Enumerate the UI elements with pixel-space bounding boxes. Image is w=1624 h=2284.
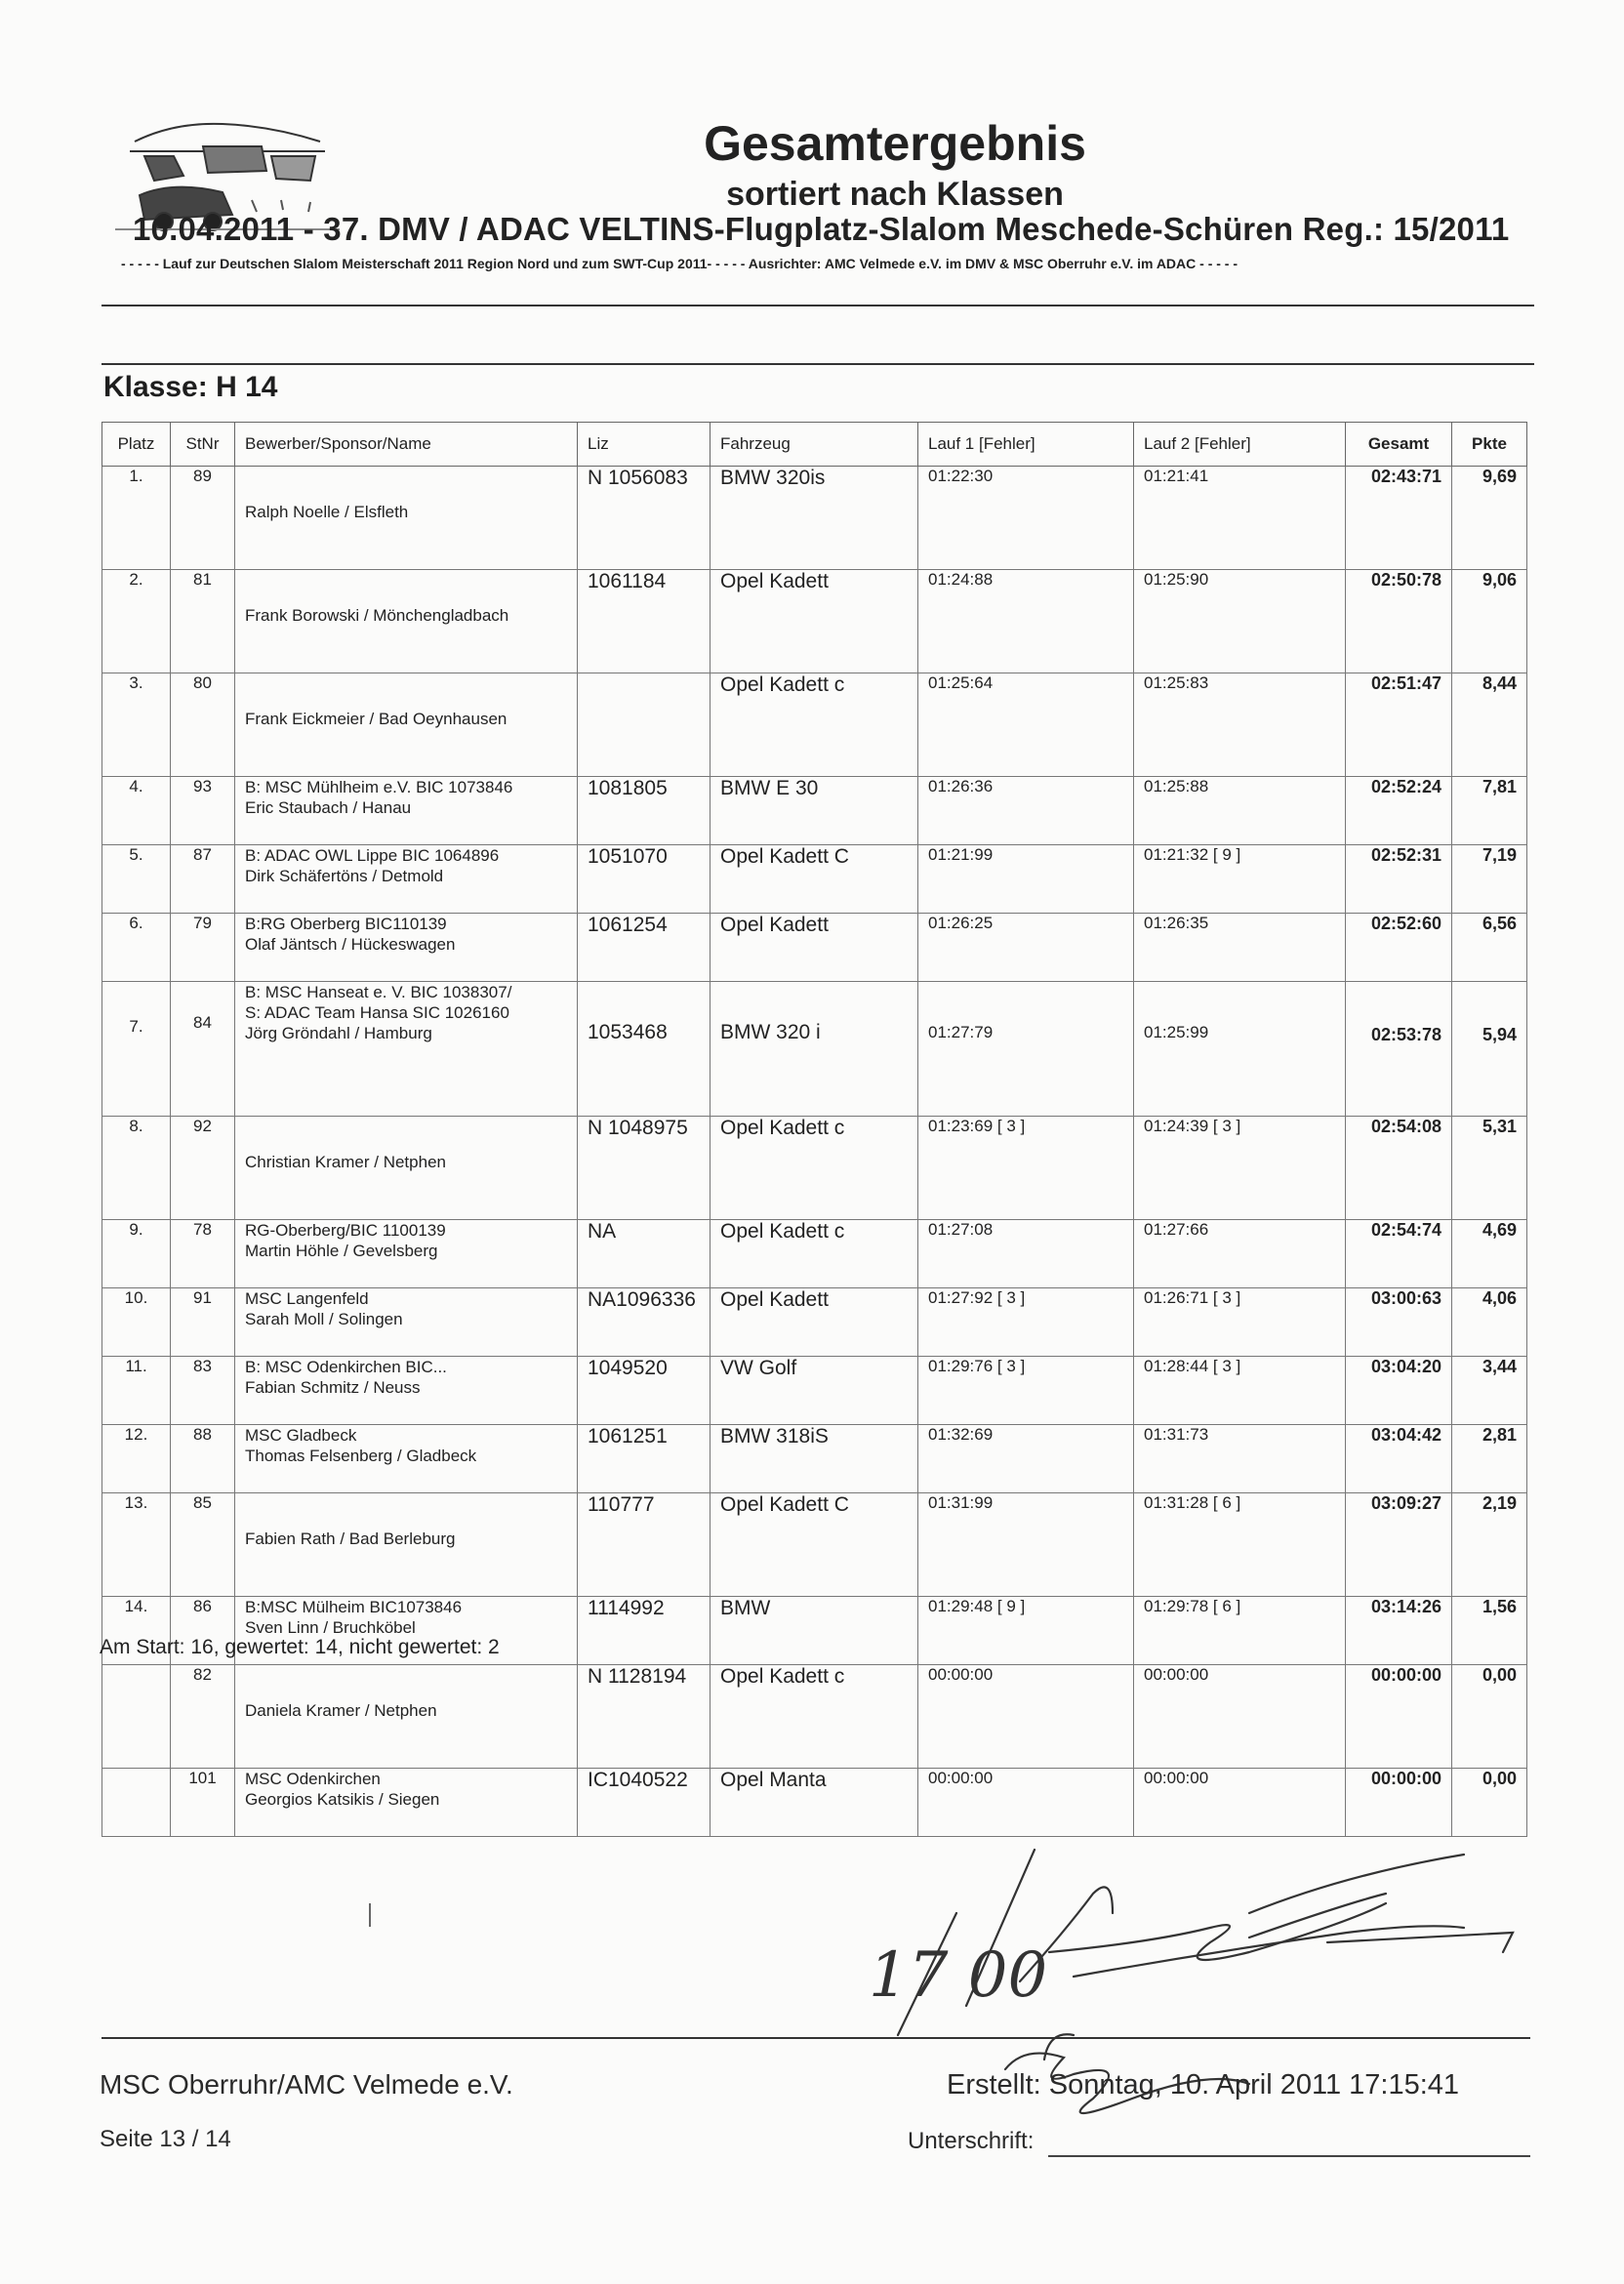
results-table — [102, 422, 1527, 1837]
driver-name: Daniela Kramer / Netphen — [245, 1701, 437, 1720]
cell-platz: 11. — [102, 1357, 171, 1425]
cell-gesamt: 02:54:08 — [1346, 1117, 1452, 1220]
cell-gesamt: 03:14:26 — [1346, 1597, 1452, 1665]
cell-name — [235, 467, 578, 570]
cell-lauf1: 01:26:36 — [918, 777, 1134, 845]
driver-name: Sven Linn / Bruchköbel — [245, 1618, 416, 1637]
margin-mark — [369, 1903, 371, 1927]
table-row — [102, 1220, 1527, 1288]
cell-fahrzeug: Opel Kadett — [710, 914, 918, 982]
driver-name: Olaf Jäntsch / Hückeswagen — [245, 935, 456, 954]
driver-name: Georgios Katsikis / Siegen — [245, 1790, 440, 1809]
cell-gesamt: 02:50:78 — [1346, 570, 1452, 673]
cell-fahrzeug: Opel Kadett C — [710, 1493, 918, 1597]
cell-lauf2: 01:25:83 — [1134, 673, 1346, 777]
cell-gesamt: 02:53:78 — [1346, 982, 1452, 1117]
table-row — [102, 1288, 1527, 1357]
cell-lauf2: 00:00:00 — [1134, 1769, 1346, 1837]
cell-lauf2: 01:21:41 — [1134, 467, 1346, 570]
cell-name — [235, 982, 578, 1117]
cell-lauf1: 01:29:48 [ 9 ] — [918, 1597, 1134, 1665]
sponsor-line: S: ADAC Team Hansa SIC 1026160 — [245, 1003, 509, 1022]
cell-gesamt: 02:52:31 — [1346, 845, 1452, 914]
cell-liz: NA — [578, 1220, 710, 1288]
cell-platz: 2. — [102, 570, 171, 673]
header-liz: Liz — [578, 423, 710, 467]
event-info-line: - - - - - Lauf zur Deutschen Slalom Meisterschaft 2011 Region Nord und zum SWT-Cup 2011- - - - - Ausrichter: AMC Velmede e.V. im DMV & MSC Oberruhr e.V. im ADAC - - - - - — [121, 256, 1238, 271]
cell-liz: 1061254 — [578, 914, 710, 982]
sponsor-line: MSC Odenkirchen — [245, 1770, 381, 1788]
cell-stnr: 88 — [171, 1425, 235, 1493]
driver-name: Fabian Schmitz / Neuss — [245, 1378, 421, 1397]
driver-name: Jörg Gröndahl / Hamburg — [245, 1024, 432, 1042]
class-divider — [102, 363, 1534, 365]
cell-name — [235, 1665, 578, 1769]
driver-name: Frank Borowski / Mönchengladbach — [245, 606, 509, 625]
cell-lauf2: 01:29:78 [ 6 ] — [1134, 1597, 1346, 1665]
cell-name — [235, 570, 578, 673]
cell-platz: 7. — [102, 982, 171, 1117]
cell-pkte: 7,19 — [1452, 845, 1527, 914]
driver-name: Martin Höhle / Gevelsberg — [245, 1242, 438, 1260]
cell-stnr: 101 — [171, 1769, 235, 1837]
cell-pkte: 6,56 — [1452, 914, 1527, 982]
cell-lauf1: 01:27:08 — [918, 1220, 1134, 1288]
header-divider — [102, 305, 1534, 306]
cell-gesamt: 00:00:00 — [1346, 1769, 1452, 1837]
cell-pkte: 4,06 — [1452, 1288, 1527, 1357]
cell-lauf1: 01:29:76 [ 3 ] — [918, 1357, 1134, 1425]
cell-liz: N 1056083 — [578, 467, 710, 570]
cell-platz: 14. — [102, 1597, 171, 1665]
cell-pkte: 2,81 — [1452, 1425, 1527, 1493]
cell-name — [235, 1769, 578, 1837]
event-line: 10.04.2011 - 37. DMV / ADAC VELTINS-Flugplatz-Slalom Meschede-Schüren Reg.: 15/2011 — [133, 211, 1510, 247]
cell-liz: 1081805 — [578, 777, 710, 845]
cell-lauf2: 01:25:90 — [1134, 570, 1346, 673]
sponsor-line: RG-Oberberg/BIC 1100139 — [245, 1221, 446, 1240]
header-fahrzeug: Fahrzeug — [710, 423, 918, 467]
signature-line — [1048, 2155, 1530, 2157]
cell-platz: 4. — [102, 777, 171, 845]
cell-gesamt: 03:00:63 — [1346, 1288, 1452, 1357]
cell-name — [235, 1220, 578, 1288]
cell-lauf1: 01:25:64 — [918, 673, 1134, 777]
page-title: Gesamtergebnis — [704, 116, 1086, 171]
cell-lauf1: 01:24:88 — [918, 570, 1134, 673]
page-subtitle: sortiert nach Klassen — [726, 176, 1064, 213]
cell-liz: 1061184 — [578, 570, 710, 673]
cell-liz: N 1128194 — [578, 1665, 710, 1769]
cell-stnr: 81 — [171, 570, 235, 673]
cell-platz: 12. — [102, 1425, 171, 1493]
created-timestamp: Erstellt: Sonntag, 10. April 2011 17:15:41 — [947, 2069, 1460, 2100]
cell-stnr: 93 — [171, 777, 235, 845]
cell-gesamt: 00:00:00 — [1346, 1665, 1452, 1769]
cell-fahrzeug: BMW — [710, 1597, 918, 1665]
cell-name — [235, 1357, 578, 1425]
header-lauf1: Lauf 1 [Fehler] — [918, 423, 1134, 467]
cell-gesamt: 02:51:47 — [1346, 673, 1452, 777]
cell-lauf1: 00:00:00 — [918, 1769, 1134, 1837]
sponsor-line: B: MSC Hanseat e. V. BIC 1038307/ — [245, 983, 512, 1001]
header-lauf2: Lauf 2 [Fehler] — [1134, 423, 1346, 467]
table-row — [102, 1769, 1527, 1837]
cell-fahrzeug: Opel Kadett c — [710, 673, 918, 777]
driver-name: Christian Kramer / Netphen — [245, 1153, 446, 1171]
cell-lauf2: 01:25:88 — [1134, 777, 1346, 845]
header-pkte: Pkte — [1452, 423, 1527, 467]
cell-stnr: 85 — [171, 1493, 235, 1597]
cell-gesamt: 02:43:71 — [1346, 467, 1452, 570]
cell-name — [235, 914, 578, 982]
cell-lauf2: 01:26:35 — [1134, 914, 1346, 982]
cell-gesamt: 03:09:27 — [1346, 1493, 1452, 1597]
table-row — [102, 777, 1527, 845]
cell-lauf1: 01:32:69 — [918, 1425, 1134, 1493]
cell-pkte: 0,00 — [1452, 1665, 1527, 1769]
cell-fahrzeug: Opel Kadett c — [710, 1117, 918, 1220]
cell-platz: 1. — [102, 467, 171, 570]
sponsor-line: B:MSC Mülheim BIC1073846 — [245, 1598, 463, 1616]
table-row — [102, 1493, 1527, 1597]
driver-name: Fabien Rath / Bad Berleburg — [245, 1529, 456, 1548]
cell-pkte: 7,81 — [1452, 777, 1527, 845]
cell-name — [235, 845, 578, 914]
cell-liz: 1049520 — [578, 1357, 710, 1425]
cell-pkte: 0,00 — [1452, 1769, 1527, 1837]
driver-name: Dirk Schäfertöns / Detmold — [245, 867, 444, 885]
cell-platz: 10. — [102, 1288, 171, 1357]
cell-lauf2: 01:21:32 [ 9 ] — [1134, 845, 1346, 914]
cell-liz: 1053468 — [578, 982, 710, 1117]
cell-fahrzeug: Opel Kadett C — [710, 845, 918, 914]
cell-platz: 13. — [102, 1493, 171, 1597]
cell-platz: 5. — [102, 845, 171, 914]
cell-platz — [102, 1769, 171, 1837]
start-summary: Am Start: 16, gewertet: 14, nicht gewertet: 2 — [100, 1636, 500, 1658]
cell-fahrzeug: VW Golf — [710, 1357, 918, 1425]
cell-fahrzeug: BMW 320 i — [710, 982, 918, 1117]
cell-fahrzeug: Opel Kadett — [710, 570, 918, 673]
driver-name: Eric Staubach / Hanau — [245, 798, 412, 817]
cell-stnr: 80 — [171, 673, 235, 777]
handwritten-note: 17 00 — [869, 1939, 1048, 2012]
sponsor-line: B: MSC Odenkirchen BIC... — [245, 1358, 447, 1376]
cell-stnr: 92 — [171, 1117, 235, 1220]
table-row — [102, 845, 1527, 914]
header-platz: Platz — [102, 423, 171, 467]
cell-pkte: 9,69 — [1452, 467, 1527, 570]
cell-name — [235, 1288, 578, 1357]
cell-lauf1: 01:31:99 — [918, 1493, 1134, 1597]
cell-platz: 6. — [102, 914, 171, 982]
cell-stnr: 89 — [171, 467, 235, 570]
sponsor-line: B: MSC Mühlheim e.V. BIC 1073846 — [245, 778, 513, 796]
cell-lauf2: 01:28:44 [ 3 ] — [1134, 1357, 1346, 1425]
cell-pkte: 5,94 — [1452, 982, 1527, 1117]
cell-platz: 3. — [102, 673, 171, 777]
header-name: Bewerber/Sponsor/Name — [235, 423, 578, 467]
cell-stnr: 87 — [171, 845, 235, 914]
table-row — [102, 1357, 1527, 1425]
table-row — [102, 673, 1527, 777]
cell-lauf1: 01:27:92 [ 3 ] — [918, 1288, 1134, 1357]
table-row — [102, 914, 1527, 982]
sponsor-line: B: ADAC OWL Lippe BIC 1064896 — [245, 846, 500, 865]
cell-lauf1: 01:27:79 — [918, 982, 1134, 1117]
cell-fahrzeug: Opel Kadett c — [710, 1665, 918, 1769]
results-body — [102, 467, 1527, 1837]
cell-name — [235, 1493, 578, 1597]
driver-name: Ralph Noelle / Elsfleth — [245, 503, 409, 521]
driver-name: Thomas Felsenberg / Gladbeck — [245, 1447, 477, 1465]
cell-pkte: 8,44 — [1452, 673, 1527, 777]
table-header-row — [102, 423, 1527, 467]
cell-pkte: 4,69 — [1452, 1220, 1527, 1288]
table-row — [102, 982, 1527, 1117]
cell-lauf1: 00:00:00 — [918, 1665, 1134, 1769]
cell-pkte: 1,56 — [1452, 1597, 1527, 1665]
cell-stnr: 86 — [171, 1597, 235, 1665]
cell-fahrzeug: Opel Kadett — [710, 1288, 918, 1357]
cell-stnr: 82 — [171, 1665, 235, 1769]
cell-lauf2: 00:00:00 — [1134, 1665, 1346, 1769]
cell-lauf2: 01:31:28 [ 6 ] — [1134, 1493, 1346, 1597]
driver-name: Frank Eickmeier / Bad Oeynhausen — [245, 710, 508, 728]
class-heading: Klasse: H 14 — [103, 371, 278, 403]
sponsor-line: B:RG Oberberg BIC110139 — [245, 915, 447, 933]
cell-lauf2: 01:27:66 — [1134, 1220, 1346, 1288]
table-row — [102, 1117, 1527, 1220]
cell-lauf2: 01:26:71 [ 3 ] — [1134, 1288, 1346, 1357]
header-gesamt: Gesamt — [1346, 423, 1452, 467]
cell-lauf2: 01:25:99 — [1134, 982, 1346, 1117]
cell-gesamt: 03:04:20 — [1346, 1357, 1452, 1425]
cell-liz: IC1040522 — [578, 1769, 710, 1837]
cell-platz: 9. — [102, 1220, 171, 1288]
cell-platz: 8. — [102, 1117, 171, 1220]
table-row — [102, 570, 1527, 673]
cell-liz: 1051070 — [578, 845, 710, 914]
cell-gesamt: 02:52:24 — [1346, 777, 1452, 845]
cell-name — [235, 777, 578, 845]
cell-gesamt: 02:52:60 — [1346, 914, 1452, 982]
header-stnr: StNr — [171, 423, 235, 467]
cell-lauf1: 01:26:25 — [918, 914, 1134, 982]
table-row — [102, 1665, 1527, 1769]
cell-gesamt: 02:54:74 — [1346, 1220, 1452, 1288]
cell-name — [235, 1117, 578, 1220]
cell-liz: NA1096336 — [578, 1288, 710, 1357]
organizer-name: MSC Oberruhr/AMC Velmede e.V. — [100, 2069, 513, 2100]
table-row — [102, 1425, 1527, 1493]
cell-stnr: 91 — [171, 1288, 235, 1357]
cell-name — [235, 1425, 578, 1493]
cell-pkte: 2,19 — [1452, 1493, 1527, 1597]
cell-pkte: 9,06 — [1452, 570, 1527, 673]
cell-fahrzeug: BMW 320is — [710, 467, 918, 570]
sponsor-line: MSC Langenfeld — [245, 1289, 369, 1308]
cell-stnr: 83 — [171, 1357, 235, 1425]
cell-liz: N 1048975 — [578, 1117, 710, 1220]
cell-gesamt: 03:04:42 — [1346, 1425, 1452, 1493]
cell-fahrzeug: Opel Kadett c — [710, 1220, 918, 1288]
cell-fahrzeug: Opel Manta — [710, 1769, 918, 1837]
cell-stnr: 79 — [171, 914, 235, 982]
cell-lauf2: 01:24:39 [ 3 ] — [1134, 1117, 1346, 1220]
signature-label: Unterschrift: — [908, 2128, 1035, 2154]
cell-lauf1: 01:22:30 — [918, 467, 1134, 570]
cell-fahrzeug: BMW 318iS — [710, 1425, 918, 1493]
cell-lauf2: 01:31:73 — [1134, 1425, 1346, 1493]
sponsor-line: MSC Gladbeck — [245, 1426, 357, 1445]
cell-liz: 1114992 — [578, 1597, 710, 1665]
cell-lauf1: 01:23:69 [ 3 ] — [918, 1117, 1134, 1220]
page-number: Seite 13 / 14 — [100, 2126, 231, 2152]
cell-fahrzeug: BMW E 30 — [710, 777, 918, 845]
driver-name: Sarah Moll / Solingen — [245, 1310, 403, 1328]
cell-platz — [102, 1665, 171, 1769]
cell-liz: 1061251 — [578, 1425, 710, 1493]
cell-lauf1: 01:21:99 — [918, 845, 1134, 914]
footer-divider — [102, 2037, 1530, 2039]
cell-stnr: 78 — [171, 1220, 235, 1288]
cell-liz: 110777 — [578, 1493, 710, 1597]
handwritten-signature — [839, 1835, 1522, 2167]
cell-liz — [578, 673, 710, 777]
cell-pkte: 5,31 — [1452, 1117, 1527, 1220]
table-row — [102, 467, 1527, 570]
cell-pkte: 3,44 — [1452, 1357, 1527, 1425]
cell-stnr: 84 — [171, 982, 235, 1117]
cell-name — [235, 673, 578, 777]
